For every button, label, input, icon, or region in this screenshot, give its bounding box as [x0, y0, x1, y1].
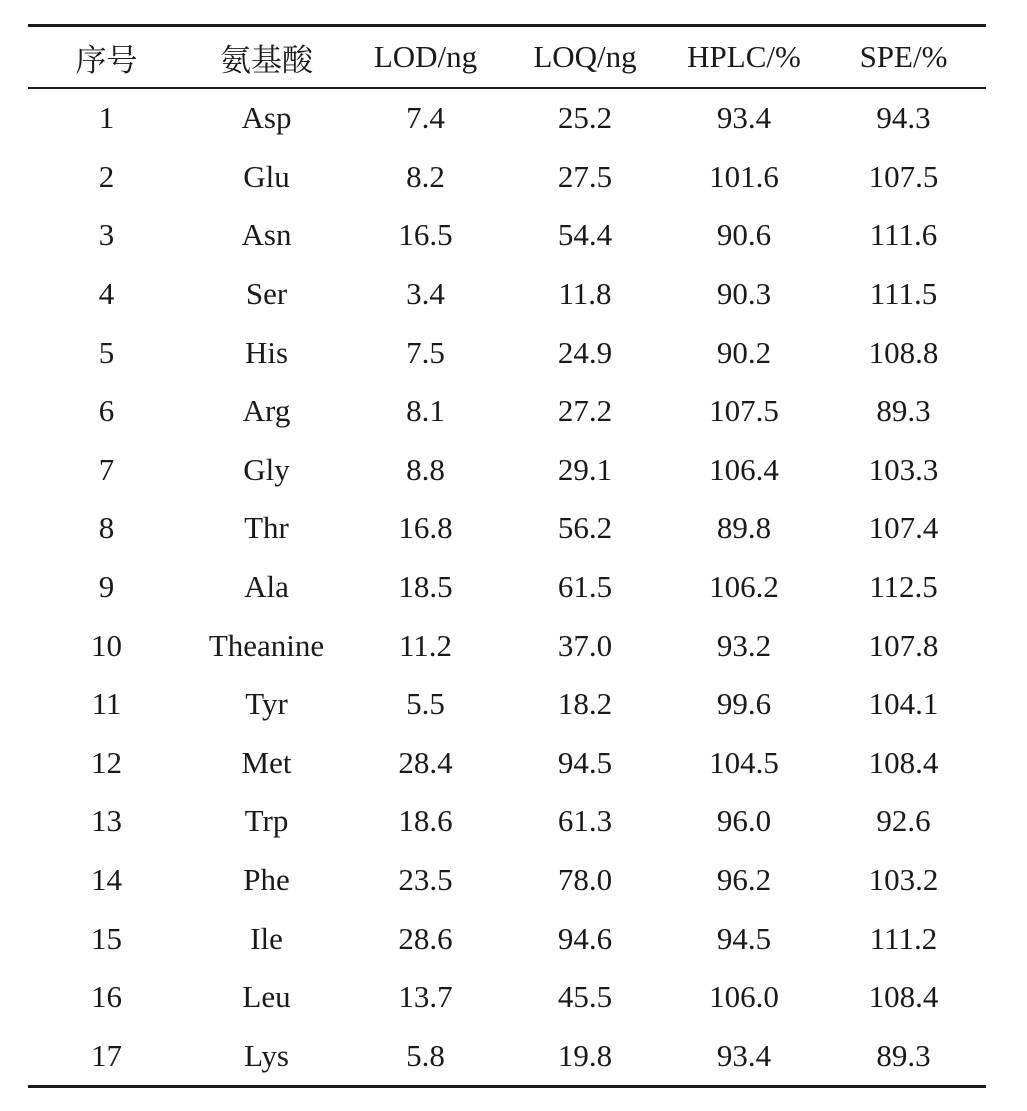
loq-cell: 19.8 [557, 1037, 613, 1073]
amino-acid-cell: Theanine [208, 627, 325, 663]
table-row [28, 88, 986, 148]
table-row [28, 851, 986, 910]
lod-cell: 23.5 [398, 862, 453, 898]
table-row [28, 382, 986, 441]
index-cell: 7 [98, 451, 115, 487]
spe-cell: 107.4 [868, 510, 939, 546]
hplc-cell: 89.8 [716, 510, 772, 546]
table-row [28, 792, 986, 851]
amino-acid-cell: Tyr [245, 686, 288, 722]
lod-cell: 13.7 [398, 979, 453, 1015]
spe-cell: 111.5 [869, 276, 938, 312]
amino-acid-table [28, 24, 986, 1088]
table-row [28, 968, 986, 1027]
spe-cell: 107.8 [868, 627, 939, 663]
spe-cell: 94.3 [876, 100, 931, 136]
loq-cell: 45.5 [557, 979, 613, 1015]
amino-acid-cell: Asn [241, 217, 292, 253]
spe-cell: 107.5 [868, 158, 939, 194]
amino-acid-cell: Arg [242, 393, 291, 429]
loq-cell: 56.2 [557, 510, 613, 546]
index-cell: 10 [91, 627, 122, 663]
table-row [28, 909, 986, 968]
table-row [28, 441, 986, 500]
spe-cell: 108.4 [868, 744, 939, 780]
lod-cell: 28.6 [398, 920, 453, 956]
loq-cell: 27.5 [557, 158, 613, 194]
hplc-cell: 99.6 [716, 686, 772, 722]
header-loq: LOQ/ng [533, 39, 637, 74]
header-spe: SPE/% [859, 39, 948, 74]
index-cell: 13 [91, 803, 122, 839]
header-lod: LOD/ng [373, 39, 478, 74]
hplc-cell: 96.0 [716, 803, 772, 839]
loq-cell: 29.1 [557, 451, 613, 487]
table-row [28, 734, 986, 793]
amino-acid-cell: Ile [250, 920, 283, 956]
index-cell: 5 [98, 334, 115, 370]
loq-cell: 18.2 [557, 686, 613, 722]
index-cell: 11 [91, 686, 122, 722]
loq-cell: 27.2 [557, 393, 613, 429]
spe-cell: 111.6 [869, 217, 938, 253]
hplc-cell: 90.6 [716, 217, 772, 253]
hplc-cell: 101.6 [709, 158, 779, 194]
index-cell: 12 [91, 744, 122, 780]
lod-cell: 16.8 [398, 510, 453, 546]
spe-cell: 112.5 [869, 569, 938, 605]
amino-acid-cell: Lys [244, 1037, 289, 1073]
amino-acid-cell: Gly [243, 451, 290, 487]
lod-cell: 7.5 [406, 334, 445, 370]
loq-cell: 24.9 [557, 334, 613, 370]
lod-cell: 3.4 [406, 276, 445, 312]
loq-cell: 61.5 [557, 569, 613, 605]
lod-cell: 5.8 [406, 1037, 445, 1073]
loq-cell: 25.2 [557, 100, 613, 136]
loq-cell: 61.3 [557, 803, 613, 839]
amino-acid-cell: Leu [242, 979, 291, 1015]
hplc-cell: 90.2 [716, 334, 772, 370]
loq-cell: 94.6 [557, 920, 613, 956]
amino-acid-cell: Glu [243, 158, 290, 194]
index-cell: 8 [98, 510, 115, 546]
amino-acid-cell: Phe [243, 862, 290, 898]
index-cell: 4 [98, 276, 115, 312]
amino-acid-cell: Met [241, 744, 292, 780]
spe-cell: 104.1 [868, 686, 939, 722]
lod-cell: 11.2 [398, 627, 453, 663]
index-cell: 9 [98, 569, 115, 605]
spe-cell: 108.4 [868, 979, 939, 1015]
lod-cell: 7.4 [406, 100, 445, 136]
table-row [28, 148, 986, 207]
table-row [28, 499, 986, 558]
spe-cell: 89.3 [876, 393, 931, 429]
lod-cell: 18.5 [398, 569, 453, 605]
loq-cell: 78.0 [557, 862, 613, 898]
index-cell: 15 [91, 920, 122, 956]
hplc-cell: 104.5 [709, 744, 779, 780]
hplc-cell: 94.5 [716, 920, 772, 956]
hplc-cell: 106.4 [709, 451, 779, 487]
hplc-cell: 106.0 [709, 979, 779, 1015]
loq-cell: 54.4 [557, 217, 613, 253]
header-amino-acid: 氨基酸 [220, 42, 313, 78]
table-row [28, 558, 986, 617]
index-cell: 17 [91, 1037, 122, 1073]
header-index: 序号 [75, 42, 138, 78]
lod-cell: 28.4 [398, 744, 453, 780]
amino-acid-cell: Ser [245, 276, 288, 312]
table-body [28, 88, 986, 1087]
index-cell: 6 [98, 393, 115, 429]
spe-cell: 111.2 [869, 920, 938, 956]
hplc-cell: 96.2 [716, 862, 772, 898]
table-row [28, 1027, 986, 1087]
loq-cell: 37.0 [557, 627, 613, 663]
hplc-cell: 93.2 [716, 627, 772, 663]
index-cell: 16 [91, 979, 122, 1015]
amino-acid-cell: Trp [244, 803, 289, 839]
hplc-cell: 106.2 [709, 569, 779, 605]
table-row [28, 206, 986, 265]
amino-acid-table-container [28, 24, 986, 1088]
header-row [28, 26, 986, 89]
lod-cell: 8.1 [406, 393, 445, 429]
index-cell: 14 [91, 862, 122, 898]
header-hplc: HPLC/% [687, 39, 801, 74]
hplc-cell: 90.3 [716, 276, 772, 312]
loq-cell: 11.8 [558, 276, 612, 312]
table-row [28, 616, 986, 675]
index-cell: 2 [98, 158, 115, 194]
spe-cell: 103.2 [868, 862, 939, 898]
hplc-cell: 107.5 [709, 393, 779, 429]
loq-cell: 94.5 [557, 744, 613, 780]
lod-cell: 18.6 [398, 803, 453, 839]
table-row [28, 323, 986, 382]
amino-acid-cell: Ala [244, 569, 289, 605]
lod-cell: 16.5 [398, 217, 453, 253]
amino-acid-cell: His [244, 334, 289, 370]
spe-cell: 108.8 [868, 334, 939, 370]
index-cell: 1 [98, 100, 115, 136]
lod-cell: 8.8 [406, 451, 445, 487]
lod-cell: 5.5 [406, 686, 445, 722]
amino-acid-cell: Thr [244, 510, 289, 546]
spe-cell: 92.6 [876, 803, 931, 839]
hplc-cell: 93.4 [716, 100, 772, 136]
spe-cell: 103.3 [868, 451, 939, 487]
hplc-cell: 93.4 [716, 1037, 772, 1073]
spe-cell: 89.3 [876, 1037, 931, 1073]
lod-cell: 8.2 [406, 158, 445, 194]
table-row [28, 265, 986, 324]
amino-acid-cell: Asp [241, 100, 292, 136]
table-header [28, 26, 986, 89]
index-cell: 3 [98, 217, 115, 253]
table-row [28, 675, 986, 734]
